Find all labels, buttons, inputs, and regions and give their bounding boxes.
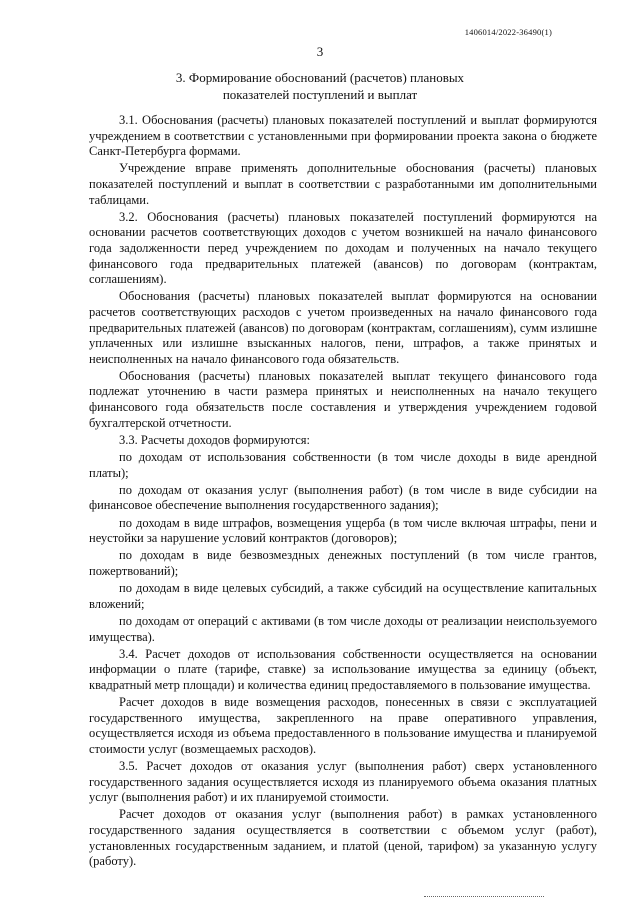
list-item: по доходам от использования собственности (в том числе доходы в виде арендной платы);: [89, 450, 597, 480]
paragraph-payments-adjustment: Обоснования (расчеты) плановых показателей выплат текущего финансового года подлежат уточнению в части размера принятых и неисполненных на начало текущего финансового года обязательств после составления и утверждения учреждением годовой бухгалтерской отчетности.: [89, 368, 597, 430]
paragraph-3-1: 3.1. Обоснования (расчеты) плановых показателей поступлений и выплат формируются учреждением в соответствии с установленными при формировании проекта закона о бюджете Санкт-Петербурга формами.: [89, 113, 597, 159]
paragraph-expense-reimbursement: Расчет доходов в виде возмещения расходов, понесенных в связи с эксплуатацией государственного имущества, закрепленного на праве оперативного управления, осуществляется исходя из объема предоставленного в пользование имущества и планируемой стоимости услуг (возмещаемых расходов).: [89, 695, 597, 756]
section-title-line-1: 3. Формирование обоснований (расчетов) плановых: [175, 70, 465, 85]
paragraph-3-2: 3.2. Обоснования (расчеты) плановых показателей поступлений формируются на основании расчетов соответствующих доходов с учетом возникшей на начало финансового года задолженности перед учреждением по доходам и полученных на начало текущего финансового года предварительных платежей (авансов) по договорам (контрактам, соглашениям).: [89, 209, 597, 287]
page-number: 3: [316, 44, 324, 59]
list-item: по доходам от операций с активами (в том числе доходы от реализации неиспользуемого имущества).: [89, 613, 597, 644]
footer-scan-mark: [424, 896, 544, 901]
list-item: по доходам в виде штрафов, возмещения ущерба (в том числе включая штрафы, пени и неустойки за нарушение условий контрактов (договоров);: [89, 515, 597, 546]
paragraph-3-4: 3.4. Расчет доходов от использования собственности осуществляется на основании информации о плате (тарифе, ставке) за использование имущества за единицу (объект, квадратный метр площади) и количества единиц предоставляемого в пользование имущества.: [89, 646, 597, 692]
document-body: [89, 113, 597, 871]
paragraph-state-assignment-income: Расчет доходов от оказания услуг (выполнения работ) в рамках установленного государственного задания осуществляется в соответствии с объемом услуг (работ), установленных государственным заданием, и платой (ценой, тарифом) за указанную услугу (работу).: [89, 807, 597, 869]
paragraph-additional-justifications: Учреждение вправе применять дополнительные обоснования (расчеты) плановых показателей поступлений и выплат в соответствии с разработанными им дополнительными таблицами.: [89, 161, 597, 207]
paragraph-3-3: 3.3. Расчеты доходов формируются:: [119, 432, 310, 447]
list-item: по доходам в виде безвозмездных денежных поступлений (в том числе грантов, пожертвований);: [89, 548, 597, 578]
section-title: [0, 69, 640, 103]
list-item: по доходам от оказания услуг (выполнения работ) (в том числе в виде субсидии на финансовое обеспечение выполнения государственного задания);: [89, 482, 597, 513]
document-registration-code: 1406014/2022-36490(1): [464, 27, 552, 37]
section-title-line-2: показателей поступлений и выплат: [222, 87, 418, 102]
list-item: по доходам в виде целевых субсидий, а также субсидий на осуществление капитальных вложений;: [89, 581, 597, 611]
paragraph-3-5: 3.5. Расчет доходов от оказания услуг (выполнения работ) сверх установленного государственного задания осуществляется исходя из планируемого объема оказания платных услуг (выполнения работ) и их планируемой стоимости.: [89, 759, 597, 805]
paragraph-payments-justification: Обоснования (расчеты) плановых показателей выплат формируются на основании расчетов соответствующих расходов с учетом произведенных на начало финансового года предварительных платежей (авансов) по договорам (контрактам, соглашениям), сумм излишне уплаченных или излишне взысканных налогов, пени, штрафов, а также принятых и неисполненных на начало финансового года обязательств.: [89, 289, 597, 366]
